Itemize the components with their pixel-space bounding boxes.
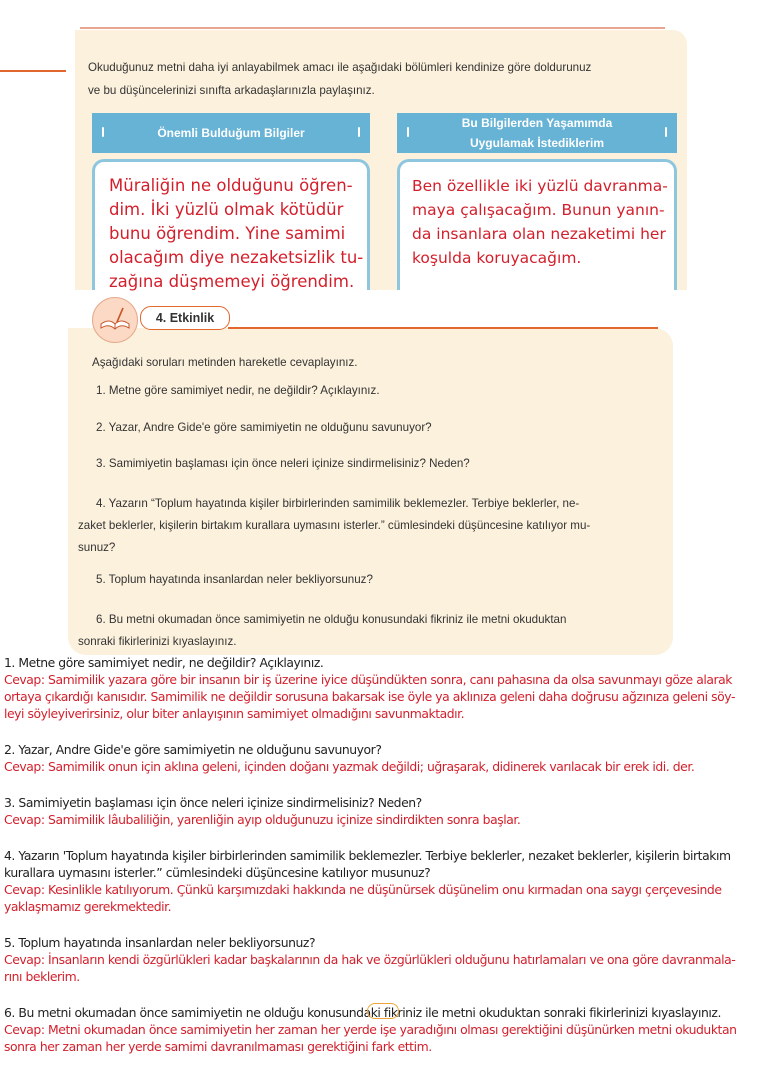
right-note-line: da insanlara olan nezaketimi her xyxy=(412,225,666,243)
right-column-header-line-1: Bu Bilgilerden Yaşamımda xyxy=(461,116,613,130)
activity-divider xyxy=(228,327,658,329)
answer-text: Cevap: Samimilik lâubaliliğin, yarenliğin ayıp olduğunuzu içinize sindirdikten sonra başlar. xyxy=(4,812,521,827)
left-notes-card xyxy=(92,159,370,290)
binder-ring-icon xyxy=(358,127,360,137)
right-note-line: Ben özellikle iki yüzlü davranma- xyxy=(412,177,668,195)
left-note-line: dim. İki yüzlü olmak kötüdür xyxy=(109,200,344,219)
intro-line-2: ve bu düşüncelerinizi sınıfta arkadaşlarınızla paylaşınız. xyxy=(88,84,375,97)
question-2: 2. Yazar, Andre Gide'e göre samimiyetin ne olduğunu savunuyor? xyxy=(96,421,432,434)
question-4-line-3: sunuz? xyxy=(78,541,116,554)
left-note-line: bunu öğrendim. Yine samimi xyxy=(109,224,346,243)
activity-instruction: Aşağıdaki soruları metinden hareketle cevaplayınız. xyxy=(92,356,358,369)
activity-tab: 4. Etkinlik xyxy=(140,306,230,330)
right-notes-card xyxy=(397,159,677,290)
binder-ring-icon xyxy=(102,127,104,137)
answer-question: 1. Metne göre samimiyet nedir, ne değildir? Açıklayınız. xyxy=(4,655,324,670)
left-note-line: Müraliğin ne olduğunu öğren- xyxy=(109,176,353,195)
book-icon xyxy=(93,298,137,342)
answer-text: Cevap: Kesinlikle katılıyorum. Çünkü karşımızdaki hakkında ne düşünürsek düşünelim onu kırmadan ona saygı çerçevesinde xyxy=(4,882,722,897)
question-4-line-1: 4. Yazarın “Toplum hayatında kişiler birbirlerinden samimilik beklemezler. Terbiye beklerler, ne- xyxy=(96,497,580,510)
question-6-line-1: 6. Bu metni okumadan önce samimiyetin ne olduğu konusundaki fikriniz ile metni okuduktan xyxy=(96,613,567,626)
question-6 xyxy=(78,609,672,653)
right-column-header-line-2: Uygulamak İstediklerim xyxy=(469,136,605,150)
answer-text: leyi söyleyiverirsiniz, olur biter anlayışının samimiyet olmadığını savunmaktadır. xyxy=(4,706,465,721)
reflection-intro xyxy=(88,56,678,102)
left-column-header-text: Önemli Bulduğum Bilgiler xyxy=(157,126,305,140)
answer-question: 6. Bu metni okumadan önce samimiyetin ne olduğu konusundaki fikriniz ile metni okuduktan sonraki fikirlerinizi kıyaslayınız. xyxy=(4,1005,721,1020)
left-column-header xyxy=(92,113,370,153)
left-note-line: olacağım diye nezaketsizlik tu- xyxy=(109,248,364,267)
left-note-line: zağına düşmemeyi öğrendim. xyxy=(109,272,355,291)
answer-text: rını beklerim. xyxy=(4,969,80,984)
answer-block-5 xyxy=(4,934,772,985)
answer-text: ortaya çıkardığı kanısıdır. Samimilik ne değildir sorusuna bakarsak ise öyle ya aklınıza geleni daha doğrusu ağzınıza geleni söy- xyxy=(4,689,735,704)
question-3: 3. Samimiyetin başlaması için önce neleri içinize sindirmelisiniz? Neden? xyxy=(96,457,470,470)
right-column-header xyxy=(397,113,677,153)
question-1: 1. Metne göre samimiyet nedir, ne değildir? Açıklayınız. xyxy=(96,384,380,397)
left-accent-dash xyxy=(0,70,66,72)
question-5: 5. Toplum hayatında insanlardan neler bekliyorsunuz? xyxy=(96,573,373,586)
answer-block-2 xyxy=(4,741,772,775)
answer-question: 2. Yazar, Andre Gide'e göre samimiyetin ne olduğunu savunuyor? xyxy=(4,742,382,757)
highlight-circle xyxy=(367,1003,399,1019)
answer-text: yaklaşmamız gerekmektedir. xyxy=(4,899,172,914)
answer-question: 3. Samimiyetin başlaması için önce neleri içinize sindirmelisiniz? Neden? xyxy=(4,795,422,810)
question-6-line-2: sonraki fikirlerinizi kıyaslayınız. xyxy=(78,635,237,648)
right-note-line: maya çalışacağım. Bunun yanın- xyxy=(412,201,665,219)
binder-ring-icon xyxy=(665,127,667,137)
question-4 xyxy=(78,493,672,559)
answer-block-1 xyxy=(4,654,772,722)
top-divider xyxy=(80,27,665,29)
activity-badge xyxy=(92,297,138,343)
question-4-line-2: zaket beklerler, kişilerin birtakım kurallara uymasını isterler.” cümlesindeki düşüncesine katılıyor mu- xyxy=(78,519,591,532)
answer-text: Cevap: Samimilik yazara göre bir insanın bir iş üzerine iyice düşündükten sonra, canı pahasına da olsa savunmayı göze alarak xyxy=(4,672,733,687)
activity-panel xyxy=(68,328,673,655)
answer-text: sonra her zaman her yerde samimi davranılmaması gerektiğini fark ettim. xyxy=(4,1039,432,1054)
answer-block-3 xyxy=(4,794,772,828)
binder-ring-icon xyxy=(407,127,409,137)
answer-text: Cevap: Samimilik onun için aklına geleni, içinden doğanı yazmak değildi; uğraşarak, didinerek varılacak bir erek idi. der. xyxy=(4,759,695,774)
answer-question: 4. Yazarın 'Toplum hayatında kişiler birbirlerinden samimilik beklemezler. Terbiye beklerler, nezaket beklerler, kişilerin birtakım xyxy=(4,848,731,863)
answer-text: Cevap: İnsanların kendi özgürlükleri kadar başkalarının da hak ve özgürlükleri olduğunu hatırlamaları ve ona göre davranmala- xyxy=(4,952,736,967)
intro-line-1: Okuduğunuz metni daha iyi anlayabilmek amacı ile aşağıdaki bölümleri kendinize göre doldurunuz xyxy=(88,61,592,74)
answer-question: kurallara uymasını isterler.” cümlesindeki düşüncesine katılıyor musunuz? xyxy=(4,865,431,880)
right-note-line: koşulda koruyacağım. xyxy=(412,249,582,267)
answer-block-4 xyxy=(4,847,772,915)
answer-question: 5. Toplum hayatında insanlardan neler bekliyorsunuz? xyxy=(4,935,316,950)
answer-text: Cevap: Metni okumadan önce samimiyetin her zaman her yerde işe yaradığını olması gerektiğini düşünürken metni okuduktan xyxy=(4,1022,737,1037)
